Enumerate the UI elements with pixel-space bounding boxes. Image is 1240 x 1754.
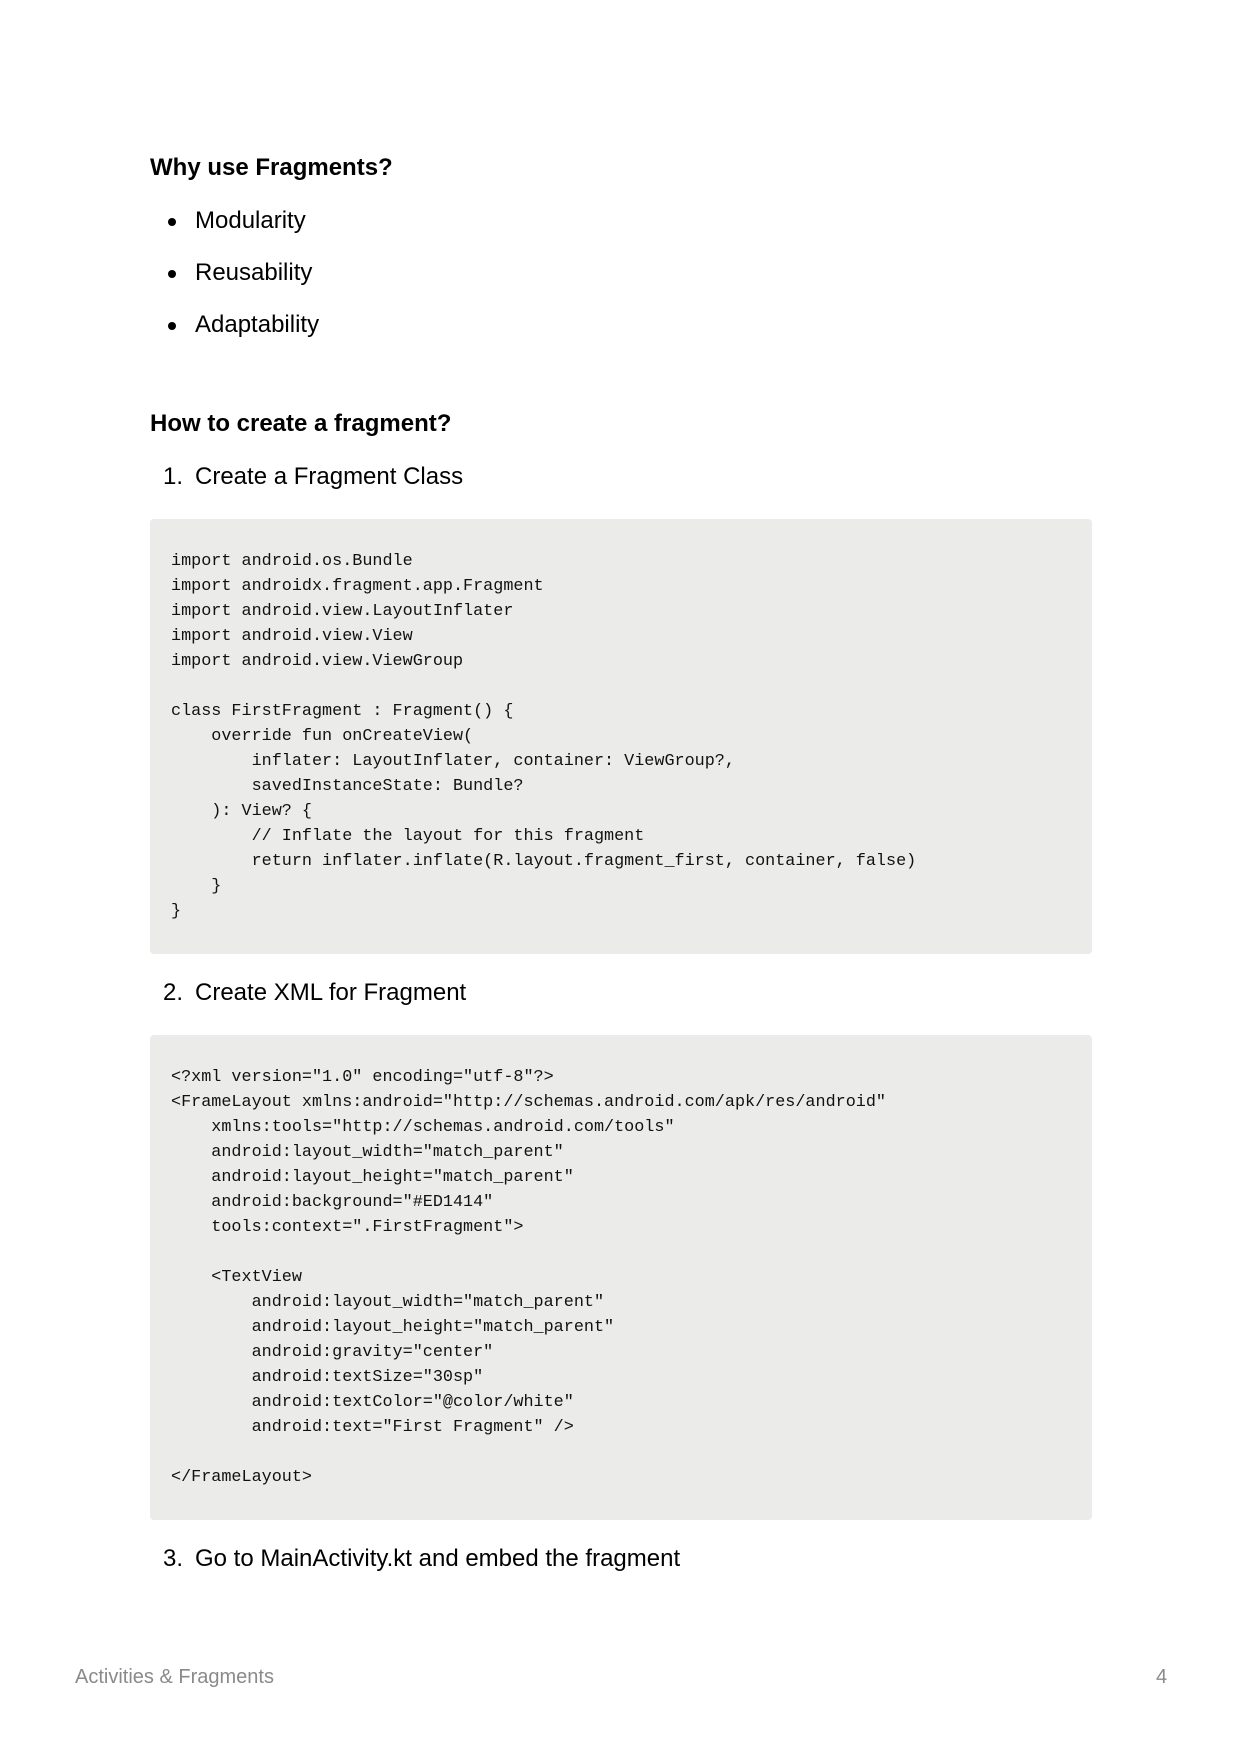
- code-line: tools:context=".FirstFragment">: [171, 1218, 524, 1237]
- code-line: class FirstFragment : Fragment() {: [171, 702, 514, 721]
- code-line: // Inflate the layout for this fragment: [171, 827, 645, 846]
- code-line: import androidx.fragment.app.Fragment: [171, 577, 544, 596]
- step-3: [150, 1544, 680, 1574]
- step-text: Create XML for Fragment: [195, 979, 467, 1006]
- list-item-text: Reusability: [195, 259, 313, 286]
- step-1: [150, 462, 463, 492]
- code-line: android:layout_width="match_parent": [171, 1293, 605, 1312]
- code-line: ): View? {: [171, 802, 312, 821]
- code-block-xml: [150, 1035, 1092, 1520]
- list-item-text: Adaptability: [195, 311, 320, 338]
- page-number: 4: [1156, 1666, 1168, 1688]
- step-number: 1.: [163, 463, 184, 490]
- code-line: <TextView: [171, 1268, 302, 1287]
- code-line: [171, 674, 1071, 699]
- code-line: android:layout_height="match_parent": [171, 1318, 615, 1337]
- code-line: }: [171, 902, 182, 921]
- code-block-kotlin: [150, 519, 1092, 954]
- step-number: 2.: [163, 979, 184, 1006]
- code-line: android:gravity="center": [171, 1343, 494, 1362]
- benefits-list: [150, 206, 319, 362]
- code-line: return inflater.inflate(R.layout.fragment_first, container, false): [171, 852, 917, 871]
- step-2: [150, 978, 466, 1008]
- code-line: import android.os.Bundle: [171, 552, 413, 571]
- bullet-icon: [168, 270, 176, 278]
- code-line: </FrameLayout>: [171, 1468, 312, 1487]
- code-line: import android.view.ViewGroup: [171, 652, 464, 671]
- footer-title: Activities & Fragments: [75, 1666, 274, 1688]
- code-line: [171, 1440, 1071, 1465]
- code-line: android:text="First Fragment" />: [171, 1418, 574, 1437]
- code-line: import android.view.LayoutInflater: [171, 602, 514, 621]
- code-line: <?xml version="1.0" encoding="utf-8"?>: [171, 1068, 554, 1087]
- code-line: inflater: LayoutInflater, container: ViewGroup?,: [171, 752, 735, 771]
- code-line: }: [171, 877, 222, 896]
- list-item: [150, 258, 319, 310]
- code-line: android:layout_width="match_parent": [171, 1143, 564, 1162]
- bullet-icon: [168, 322, 176, 330]
- list-item-text: Modularity: [195, 207, 306, 234]
- code-line: savedInstanceState: Bundle?: [171, 777, 524, 796]
- code-line: override fun onCreateView(: [171, 727, 474, 746]
- code-line: android:textColor="@color/white": [171, 1393, 574, 1412]
- section-heading-how-to-create: How to create a fragment?: [150, 410, 452, 437]
- code-line: import android.view.View: [171, 627, 413, 646]
- code-lines: [171, 549, 1071, 924]
- code-line: <FrameLayout xmlns:android="http://schemas.android.com/apk/res/android": [171, 1093, 886, 1112]
- code-line: xmlns:tools="http://schemas.android.com/tools": [171, 1118, 675, 1137]
- code-line: android:textSize="30sp": [171, 1368, 484, 1387]
- step-text: Go to MainActivity.kt and embed the fragment: [195, 1545, 681, 1572]
- code-line: [171, 1240, 1071, 1265]
- list-item: [150, 310, 319, 362]
- code-lines: [171, 1065, 1071, 1490]
- step-text: Create a Fragment Class: [195, 463, 464, 490]
- step-number: 3.: [163, 1545, 184, 1572]
- list-item: [150, 206, 319, 258]
- code-line: android:background="#ED1414": [171, 1193, 494, 1212]
- section-heading-why-fragments: Why use Fragments?: [150, 154, 393, 181]
- code-line: android:layout_height="match_parent": [171, 1168, 574, 1187]
- bullet-icon: [168, 218, 176, 226]
